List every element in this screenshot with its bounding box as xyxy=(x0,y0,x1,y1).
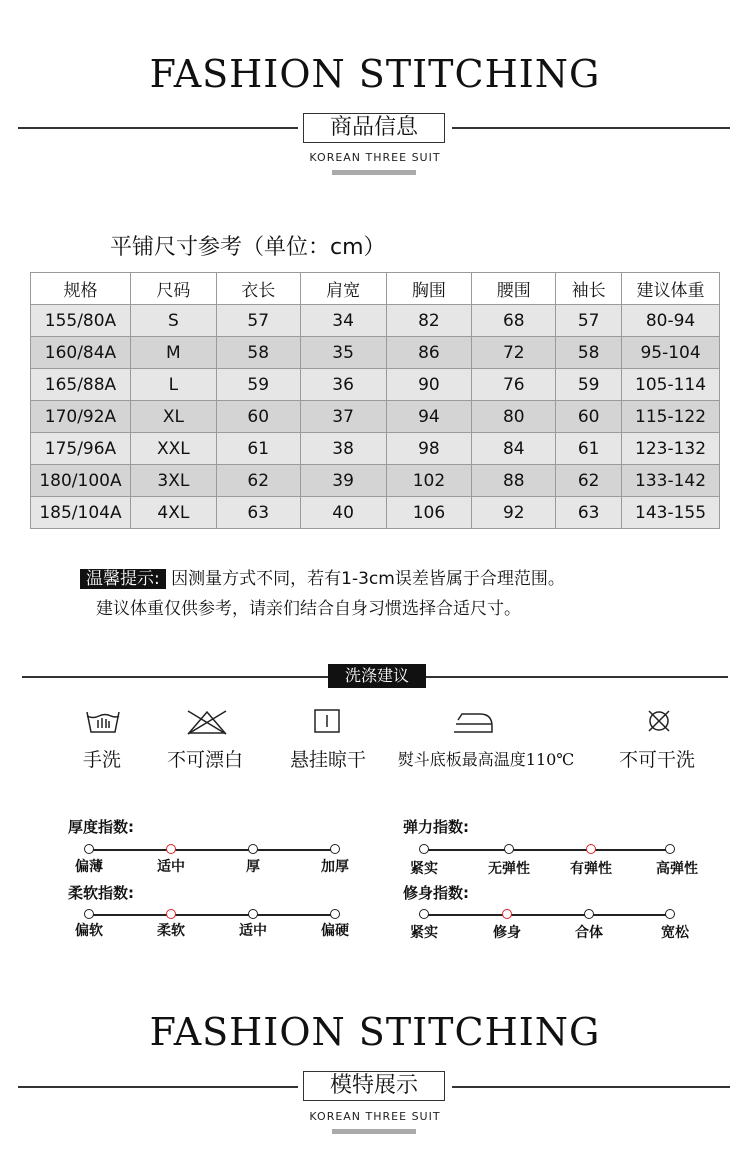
fit-option: 宽松 xyxy=(661,925,689,941)
table-cell: 60 xyxy=(556,401,622,433)
table-cell: 115-122 xyxy=(622,401,720,433)
hand-wash-icon xyxy=(84,708,122,740)
no-bleach-icon xyxy=(184,708,230,740)
thickness-option: 适中 xyxy=(157,859,185,875)
table-cell: 88 xyxy=(472,465,556,497)
table-row xyxy=(31,465,720,497)
table-cell: 63 xyxy=(216,497,300,529)
accent-bar xyxy=(332,170,416,175)
tip-text-2: 建议体重仅供参考，请亲们结合自身习惯选择合适尺寸。 xyxy=(96,599,521,619)
table-cell: 34 xyxy=(300,305,386,337)
tip-text-1: 因测量方式不同，若有1-3cm误差皆属于合理范围。 xyxy=(171,569,565,589)
table-cell: 80 xyxy=(472,401,556,433)
table-cell: 155/80A xyxy=(31,305,131,337)
thickness-option: 厚 xyxy=(246,859,260,875)
care-label-hang-dry: 悬挂晾干 xyxy=(289,749,366,771)
table-row xyxy=(31,433,720,465)
table-cell: 40 xyxy=(300,497,386,529)
table-cell: 170/92A xyxy=(31,401,131,433)
table-cell: 62 xyxy=(216,465,300,497)
no-dry-clean-icon xyxy=(644,708,674,740)
table-cell: 86 xyxy=(386,337,472,369)
col-header: 腰围 xyxy=(472,273,556,305)
elasticity-option: 有弹性 xyxy=(570,861,612,877)
thickness-dot-0 xyxy=(84,844,94,854)
table-cell: 106 xyxy=(386,497,472,529)
table-cell: 160/84A xyxy=(31,337,131,369)
elasticity-dot-3 xyxy=(665,844,675,854)
bottom-header-title: FASHION STITCHING xyxy=(149,1010,601,1054)
bottom-divider-right xyxy=(452,1086,730,1088)
thickness-option: 偏薄 xyxy=(75,859,103,875)
col-header: 衣长 xyxy=(216,273,300,305)
table-cell: 57 xyxy=(216,305,300,337)
fit-dot-1 xyxy=(502,909,512,919)
table-cell: 102 xyxy=(386,465,472,497)
softness-option: 柔软 xyxy=(157,923,185,939)
table-cell: 94 xyxy=(386,401,472,433)
softness-dot-1 xyxy=(166,909,176,919)
care-label-iron: 熨斗底板最高温度110℃ xyxy=(397,750,575,769)
fit-option: 修身 xyxy=(493,925,521,941)
softness-option: 偏硬 xyxy=(321,923,349,939)
col-header: 规格 xyxy=(31,273,131,305)
table-cell: 35 xyxy=(300,337,386,369)
table-cell: L xyxy=(130,369,216,401)
thickness-option: 加厚 xyxy=(321,859,349,875)
table-cell: 76 xyxy=(472,369,556,401)
elasticity-option: 高弹性 xyxy=(656,861,698,877)
table-cell: 58 xyxy=(556,337,622,369)
elasticity-dot-0 xyxy=(419,844,429,854)
table-cell: 63 xyxy=(556,497,622,529)
table-cell: 98 xyxy=(386,433,472,465)
table-cell: M xyxy=(130,337,216,369)
table-cell: 4XL xyxy=(130,497,216,529)
table-cell: 72 xyxy=(472,337,556,369)
table-cell: 3XL xyxy=(130,465,216,497)
col-header: 尺码 xyxy=(130,273,216,305)
softness-option: 适中 xyxy=(239,923,267,939)
softness-scale-line xyxy=(89,914,337,916)
table-cell: XXL xyxy=(130,433,216,465)
bottom-section-box-label: 模特展示 xyxy=(303,1071,445,1101)
divider-left xyxy=(18,127,298,129)
header-title: FASHION STITCHING xyxy=(149,52,601,96)
table-cell: 105-114 xyxy=(622,369,720,401)
table-row xyxy=(31,337,720,369)
table-cell: 39 xyxy=(300,465,386,497)
care-label-no-dry-clean: 不可干洗 xyxy=(618,749,695,771)
table-row xyxy=(31,497,720,529)
size-table xyxy=(30,272,720,529)
fit-scale-line xyxy=(424,914,672,916)
elasticity-option: 无弹性 xyxy=(488,861,530,877)
table-cell: XL xyxy=(130,401,216,433)
fit-dot-3 xyxy=(665,909,675,919)
fit-index-title: 修身指数: xyxy=(403,884,469,902)
table-cell: 185/104A xyxy=(31,497,131,529)
table-cell: 143-155 xyxy=(622,497,720,529)
divider-right xyxy=(452,127,730,129)
iron-icon xyxy=(452,708,496,740)
section-box-label: 商品信息 xyxy=(303,113,445,143)
table-row xyxy=(31,401,720,433)
fit-option: 合体 xyxy=(575,925,603,941)
thickness-index-title: 厚度指数: xyxy=(68,818,134,836)
header-subtitle: KOREAN THREE SUIT xyxy=(309,151,441,164)
table-cell: 37 xyxy=(300,401,386,433)
table-cell: 84 xyxy=(472,433,556,465)
table-cell: 38 xyxy=(300,433,386,465)
elasticity-index-title: 弹力指数: xyxy=(403,818,469,836)
fit-option: 紧实 xyxy=(410,925,438,941)
table-cell: 59 xyxy=(556,369,622,401)
elasticity-scale-line xyxy=(424,849,672,851)
bottom-accent-bar xyxy=(332,1129,416,1134)
softness-option: 偏软 xyxy=(75,923,103,939)
care-title: 洗涤建议 xyxy=(328,664,426,688)
table-cell: 61 xyxy=(216,433,300,465)
fit-dot-2 xyxy=(584,909,594,919)
elasticity-dot-1 xyxy=(504,844,514,854)
table-cell: 82 xyxy=(386,305,472,337)
table-cell: 180/100A xyxy=(31,465,131,497)
table-cell: 58 xyxy=(216,337,300,369)
care-label-hand-wash: 手洗 xyxy=(82,749,121,771)
table-cell: 61 xyxy=(556,433,622,465)
col-header: 建议体重 xyxy=(622,273,720,305)
col-header: 袖长 xyxy=(556,273,622,305)
tip-badge: 温馨提示: xyxy=(80,569,166,589)
table-cell: 36 xyxy=(300,369,386,401)
table-cell: 165/88A xyxy=(31,369,131,401)
table-cell: 133-142 xyxy=(622,465,720,497)
elasticity-option: 紧实 xyxy=(410,861,438,877)
elasticity-dot-2 xyxy=(586,844,596,854)
softness-dot-2 xyxy=(248,909,258,919)
hang-dry-icon xyxy=(312,708,342,740)
softness-index-title: 柔软指数: xyxy=(68,884,134,902)
table-cell: 80-94 xyxy=(622,305,720,337)
thickness-dot-1 xyxy=(166,844,176,854)
fit-dot-0 xyxy=(419,909,429,919)
care-label-no-bleach: 不可漂白 xyxy=(166,749,243,771)
table-cell: 123-132 xyxy=(622,433,720,465)
size-table-title: 平铺尺寸参考（单位：cm） xyxy=(110,235,386,260)
col-header: 胸围 xyxy=(386,273,472,305)
table-cell: 57 xyxy=(556,305,622,337)
table-cell: S xyxy=(130,305,216,337)
thickness-dot-3 xyxy=(330,844,340,854)
table-cell: 175/96A xyxy=(31,433,131,465)
bottom-header-subtitle: KOREAN THREE SUIT xyxy=(309,1110,441,1123)
tip-line-1 xyxy=(80,564,565,591)
thickness-scale-line xyxy=(89,849,337,851)
table-cell: 62 xyxy=(556,465,622,497)
table-row xyxy=(31,369,720,401)
table-cell: 95-104 xyxy=(622,337,720,369)
table-cell: 68 xyxy=(472,305,556,337)
table-cell: 90 xyxy=(386,369,472,401)
table-row xyxy=(31,305,720,337)
thickness-dot-2 xyxy=(248,844,258,854)
softness-dot-3 xyxy=(330,909,340,919)
bottom-divider-left xyxy=(18,1086,298,1088)
table-cell: 60 xyxy=(216,401,300,433)
col-header: 肩宽 xyxy=(300,273,386,305)
softness-dot-0 xyxy=(84,909,94,919)
table-cell: 92 xyxy=(472,497,556,529)
table-header-row xyxy=(31,273,720,305)
table-cell: 59 xyxy=(216,369,300,401)
